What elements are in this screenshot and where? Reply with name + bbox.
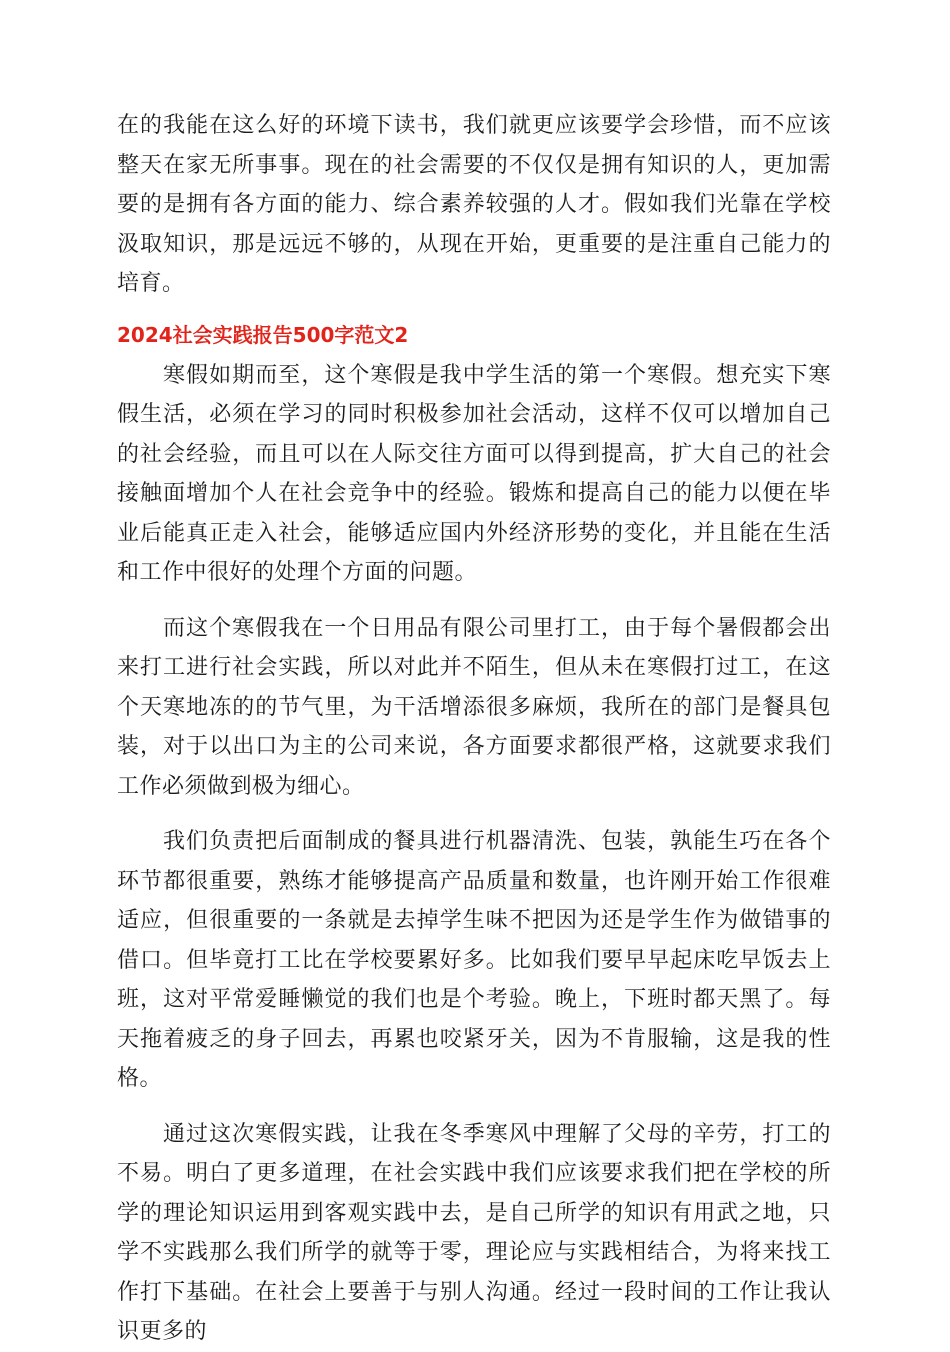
body-paragraph-3: 我们负责把后面制成的餐具进行机器清洗、包装，孰能生巧在各个环节都很重要，熟练才能够提高产品质量和数量，也许刚开始工作很难适应，但很重要的一条就是去掉学生味不把因为还是学生作为做错事的借口。但毕竟打工比在学校要累好多。比如我们要早早起床吃早饭去上班，这对平常爱睡懒觉的我们也是个考验。晚上，下班时都天黑了。每天拖着疲乏的身子回去，再累也咬紧牙关，因为不肯服输，这是我的性格。 [117,829,831,1091]
body-paragraph-2: 而这个寒假我在一个日用品有限公司里打工，由于每个暑假都会出来打工进行社会实践，所以对此并不陌生，但从未在寒假打过工，在这个天寒地冻的的节气里，为干活增添很多麻烦，我所在的部门是餐具包装，对于以出口为主的公司来说，各方面要求都很严格，这就要求我们工作必须做到极为细心。 [117,615,831,799]
section-heading: 2024社会实践报告500字范文2 [117,322,409,347]
body-paragraph-4: 通过这次寒假实践，让我在冬季寒风中理解了父母的辛劳，打工的不易。明白了更多道理，在社会实践中我们应该要求我们把在学校的所学的理论知识运用到客观实践中去，是自己所学的知识有用武之地，只学不实践那么我们所学的就等于零，理论应与实践相结合，为将来找工作打下基础。在社会上要善于与别人沟通。经过一段时间的工作让我认识更多的 [117,1121,831,1344]
document-page [117,106,831,1352]
intro-paragraph: 在的我能在这么好的环境下读书，我们就更应该要学会珍惜，而不应该整天在家无所事事。现在的社会需要的不仅仅是拥有知识的人，更加需要的是拥有各方面的能力、综合素养较强的人才。假如我们光靠在学校汲取知识，那是远远不够的，从现在开始，更重要的是注重自己能力的培育。 [117,113,831,296]
body-paragraph-1: 寒假如期而至，这个寒假是我中学生活的第一个寒假。想充实下寒假生活，必须在学习的同时积极参加社会活动，这样不仅可以增加自己的社会经验，而且可以在人际交往方面可以得到提高，扩大自己的社会接触面增加个人在社会竞争中的经验。锻炼和提高自己的能力以便在毕业后能真正走入社会，能够适应国内外经济形势的变化，并且能在生活和工作中很好的处理个方面的问题。 [117,362,831,585]
